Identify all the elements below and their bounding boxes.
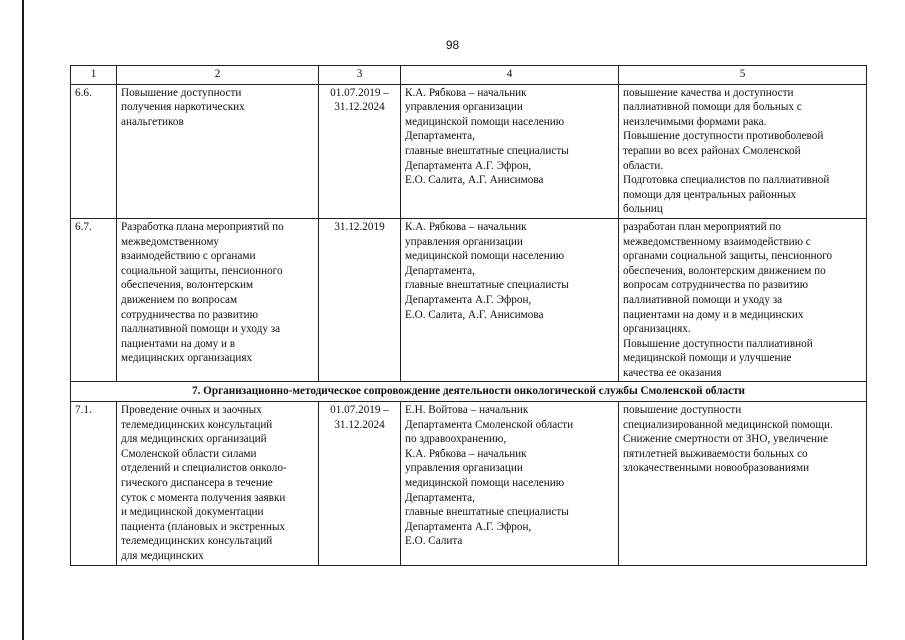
- responsible-line: К.А. Рябкова – начальник: [405, 86, 527, 99]
- expected-result: [619, 84, 867, 218]
- responsible-line: главные внештатные специалисты: [405, 506, 569, 519]
- measure-name-line: паллиативной помощи и уходу за: [121, 323, 281, 336]
- measure-name-line: движением по вопросам: [121, 293, 238, 306]
- responsible-line: Департамента А.Г. Эфрон,: [405, 159, 532, 172]
- deadline: [319, 402, 401, 566]
- table-body: [71, 84, 867, 565]
- expected-result-line: Повышение доступности противоболевой: [623, 130, 824, 143]
- expected-result-line: терапии во всех районах Смоленской: [623, 144, 801, 157]
- measure-name-line: межведомственному: [121, 235, 220, 248]
- responsible-line: Департамента А.Г. Эфрон,: [405, 293, 532, 306]
- expected-result-line: пятилетней выживаемости больных со: [623, 447, 808, 460]
- expected-result: [619, 218, 867, 382]
- expected-result-line: области.: [623, 159, 664, 172]
- expected-result-line: качества ее оказания: [623, 366, 722, 379]
- responsible: [401, 218, 619, 382]
- expected-result-line: злокачественными новообразованиями: [623, 462, 810, 475]
- measure-name-line: суток с момента получения заявки: [121, 491, 286, 504]
- measure-name-line: для медицинских организаций: [121, 433, 267, 446]
- measure-name: [117, 84, 319, 218]
- expected-result-line: межведомственному взаимодействию с: [623, 235, 811, 248]
- responsible-line: по здравоохранению,: [405, 433, 507, 446]
- expected-result-line: повышение качества и доступности: [623, 86, 794, 99]
- expected-result-line: больниц: [623, 203, 663, 216]
- responsible-line: медицинской помощи населению: [405, 477, 565, 490]
- item-number: 7.1.: [71, 402, 117, 566]
- header-cell: 4: [401, 66, 619, 85]
- expected-result-line: Снижение смертности от ЗНО, увеличение: [623, 433, 828, 446]
- responsible-line: главные внештатные специалисты: [405, 279, 569, 292]
- responsible-line: Е.О. Салита, А.Г. Анисимова: [405, 308, 544, 321]
- section-title: 7. Организационно-методическое сопровождение деятельности онкологической службы Смоленской области: [71, 382, 867, 402]
- expected-result-line: паллиативной помощи и уходу за: [623, 293, 783, 306]
- responsible-line: Департамента,: [405, 491, 475, 504]
- deadline-line: 01.07.2019 –: [330, 404, 389, 417]
- measure-name-line: получения наркотических: [121, 101, 245, 114]
- measure-name-line: гического диспансера в течение: [121, 477, 273, 490]
- expected-result: [619, 402, 867, 566]
- deadline-line: 01.07.2019 –: [330, 86, 389, 99]
- expected-result-line: специализированной медицинской помощи.: [623, 418, 833, 431]
- item-number: 6.6.: [71, 84, 117, 218]
- measure-name-line: Проведение очных и заочных: [121, 404, 262, 417]
- expected-result-line: разработан план мероприятий по: [623, 220, 781, 233]
- measure-name-line: и медицинской документации: [121, 506, 264, 519]
- measure-name-line: медицинских организациях: [121, 352, 253, 365]
- scan-edge-line: [22, 0, 24, 640]
- measure-name-line: отделений и специалистов онколо-: [121, 462, 287, 475]
- responsible-line: управления организации: [405, 462, 523, 475]
- responsible-line: К.А. Рябкова – начальник: [405, 447, 527, 460]
- plan-table: [70, 65, 867, 566]
- expected-result-line: повышение доступности: [623, 404, 742, 417]
- item-number: 6.7.: [71, 218, 117, 382]
- responsible-line: медицинской помощи населению: [405, 250, 565, 263]
- expected-result-line: организациях.: [623, 323, 691, 336]
- table-row: [71, 402, 867, 566]
- deadline-line: 31.12.2019: [334, 220, 385, 233]
- responsible-line: Департамента Смоленской области: [405, 418, 574, 431]
- section-row: [71, 382, 867, 402]
- responsible-line: управления организации: [405, 101, 523, 114]
- expected-result-line: неизлечимыми формами рака.: [623, 115, 767, 128]
- measure-name-line: Смоленской области силами: [121, 447, 257, 460]
- measure-name: [117, 218, 319, 382]
- responsible-line: Департамента А.Г. Эфрон,: [405, 520, 532, 533]
- expected-result-line: медицинской помощи и улучшение: [623, 352, 792, 365]
- header-cell: 5: [619, 66, 867, 85]
- deadline: [319, 84, 401, 218]
- measure-name-line: Повышение доступности: [121, 86, 242, 99]
- responsible-line: Департамента,: [405, 264, 475, 277]
- responsible-line: Е.О. Салита: [405, 535, 463, 548]
- measure-name-line: телемедицинских консультаций: [121, 418, 273, 431]
- expected-result-line: органами социальной защиты, пенсионного: [623, 250, 833, 263]
- expected-result-line: Подготовка специалистов по паллиативной: [623, 174, 830, 187]
- header-cell: 2: [117, 66, 319, 85]
- header-cell: 1: [71, 66, 117, 85]
- measure-name: [117, 402, 319, 566]
- measure-name-line: пациентами на дому и в: [121, 337, 236, 350]
- responsible-line: медицинской помощи населению: [405, 115, 565, 128]
- header-cell: 3: [319, 66, 401, 85]
- measure-name-line: для медицинских: [121, 550, 204, 562]
- measure-name-line: пациента (плановых и экстренных: [121, 520, 286, 533]
- measure-name-line: социальной защиты, пенсионного: [121, 264, 283, 277]
- deadline-line: 31.12.2024: [334, 418, 385, 431]
- expected-result-line: вопросам сотрудничества по развитию: [623, 279, 809, 292]
- table-row: [71, 84, 867, 218]
- measure-name-line: телемедицинских консультаций: [121, 535, 273, 548]
- page-number: 98: [445, 38, 460, 52]
- responsible-line: Е.О. Салита, А.Г. Анисимова: [405, 174, 544, 187]
- responsible: [401, 402, 619, 566]
- deadline-line: 31.12.2024: [334, 101, 385, 114]
- table-header-row: [71, 66, 867, 85]
- measure-name-line: взаимодействию с органами: [121, 250, 256, 263]
- responsible-line: Департамента,: [405, 130, 475, 143]
- measure-name-line: сотрудничества по развитию: [121, 308, 258, 321]
- responsible-line: управления организации: [405, 235, 523, 248]
- measure-name-line: обеспечения, волонтерским: [121, 279, 254, 292]
- expected-result-line: помощи для центральных районных: [623, 188, 797, 201]
- responsible-line: главные внештатные специалисты: [405, 144, 569, 157]
- deadline: [319, 218, 401, 382]
- responsible: [401, 84, 619, 218]
- expected-result-line: Повышение доступности паллиативной: [623, 337, 813, 350]
- table-row: [71, 218, 867, 382]
- expected-result-line: пациентами на дому и в медицинских: [623, 308, 804, 321]
- expected-result-line: паллиативной помощи для больных с: [623, 101, 802, 114]
- responsible-line: Е.Н. Войтова – начальник: [405, 404, 529, 417]
- responsible-line: К.А. Рябкова – начальник: [405, 220, 527, 233]
- expected-result-line: обеспечения, волонтерским движением по: [623, 264, 826, 277]
- measure-name-line: анальгетиков: [121, 115, 184, 128]
- measure-name-line: Разработка плана мероприятий по: [121, 220, 284, 233]
